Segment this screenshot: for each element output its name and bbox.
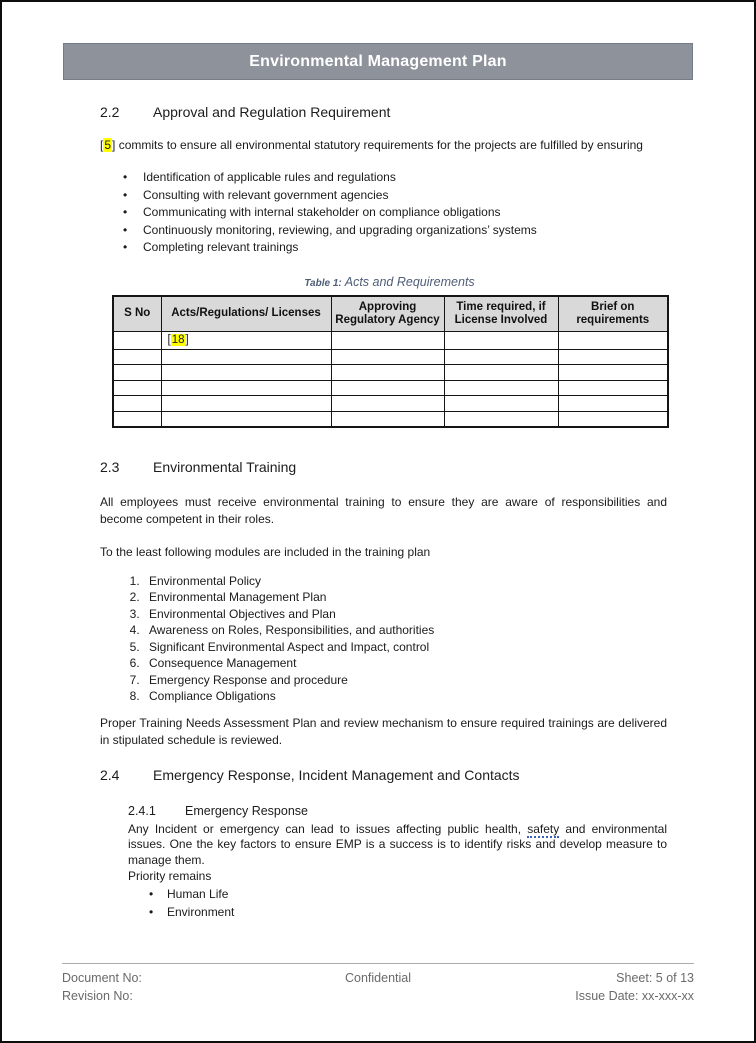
table-cell (558, 365, 668, 381)
table-row (113, 396, 668, 412)
table-cell (444, 411, 558, 427)
table-caption (112, 273, 667, 291)
page-content (100, 104, 667, 921)
subsection-heading (128, 804, 667, 818)
list-item: 6. Consequence Management (143, 655, 667, 672)
section-title: Emergency Response, Incident Management and Contacts (153, 766, 520, 783)
section-heading-approval (100, 104, 667, 120)
bullet-icon: • (123, 205, 128, 219)
list-item-text: Environment (167, 904, 235, 919)
bracket-close: ] (112, 138, 116, 152)
table-cell (444, 365, 558, 381)
list-item: 1. Environmental Policy (143, 573, 667, 590)
table-cell (331, 396, 444, 412)
paragraph-text: Any Incident or emergency can lead to issues affecting public health, (128, 821, 528, 836)
bullet-icon: • (123, 222, 128, 237)
approval-bullet-list (100, 169, 667, 257)
section-heading-training (100, 459, 667, 475)
table-cell (331, 411, 444, 427)
issue-date: Issue Date: xx-xxx-xx (575, 989, 694, 1003)
table-cell (558, 411, 668, 427)
table-row (113, 365, 668, 381)
list-item: 8. Compliance Obligations (143, 688, 667, 705)
table-row (113, 331, 668, 349)
table-cell-placeholder (161, 331, 331, 349)
subsection-title: Emergency Response (185, 803, 308, 818)
table-header-row (113, 296, 668, 332)
revision-no-label: Revision No: (62, 989, 133, 1003)
section-number: 2.3 (100, 458, 120, 475)
table-cell (558, 349, 668, 365)
table-cell (113, 331, 161, 349)
list-item-text: Continuously monitoring, reviewing, and upgrading organizations’ systems (143, 222, 537, 237)
bullet-icon: • (123, 187, 128, 202)
acts-and-requirements-table (112, 295, 669, 428)
table-cell (331, 349, 444, 365)
bullet-icon: • (149, 904, 154, 919)
table-cell (113, 349, 161, 365)
table-cell (444, 349, 558, 365)
table-cell (331, 331, 444, 349)
bracket-close: ] (185, 334, 189, 346)
list-item (123, 187, 667, 205)
paragraph-text: and environmental issues. One the key factors to ensure EMP is a success is to identify risks and develop measure to manage them. (128, 821, 667, 867)
list-item (123, 169, 667, 187)
placeholder-5-highlight: 5 (104, 138, 112, 152)
list-item: 4. Awareness on Roles, Responsibilities, and authorities (143, 622, 667, 639)
table-cell (113, 380, 161, 396)
subsection-number: 2.4.1 (128, 803, 156, 818)
confidential-label: Confidential (344, 971, 411, 985)
subsection-emergency-response (128, 804, 667, 922)
table-cell (444, 380, 558, 396)
list-item: 7. Emergency Response and procedure (143, 672, 667, 689)
list-item-text: Completing relevant trainings (143, 240, 299, 254)
document-title: Environmental Management Plan (249, 52, 507, 70)
list-item (149, 886, 667, 904)
table-row (113, 349, 668, 365)
training-paragraph-1: All employees must receive environmental training to ensure they are aware of responsibilities and become competent in their roles. (100, 494, 667, 526)
document-no-label: Document No: (62, 971, 142, 985)
placeholder-18-highlight: 18 (171, 334, 185, 346)
table-cell (331, 365, 444, 381)
bullet-icon: • (123, 170, 128, 184)
list-item (123, 222, 667, 240)
grammar-underlined-word: safety (527, 821, 560, 836)
table-cell (161, 380, 331, 396)
list-item: 2. Environmental Management Plan (143, 589, 667, 606)
training-modules-list (100, 573, 667, 705)
table-cell (444, 396, 558, 412)
training-paragraph-3: Proper Training Needs Assessment Plan and review mechanism to ensure required trainings are delivered in stipulated schedule is reviewed. (100, 715, 667, 747)
table-cell (161, 411, 331, 427)
table-cell (558, 331, 668, 349)
intro-text: commits to ensure all environmental statutory requirements for the projects are fulfilled by ensuring (115, 138, 643, 152)
bracket-open: [ (167, 334, 171, 346)
table-row (113, 380, 668, 396)
list-item (149, 904, 667, 922)
section-heading-emergency (100, 767, 667, 783)
table-row (113, 411, 668, 427)
document-title-bar (63, 43, 693, 80)
sheet-number: Sheet: 5 of 13 (616, 971, 694, 985)
section-number: 2.2 (100, 104, 120, 120)
priority-list (128, 886, 667, 921)
footer-row-1 (62, 969, 694, 987)
footer-row-2 (62, 987, 694, 1005)
table-caption-title: Acts and Requirements (341, 274, 475, 289)
table-cell (558, 380, 668, 396)
list-item (123, 204, 667, 222)
table-caption-label: Table 1: (304, 277, 342, 289)
table-cell (444, 331, 558, 349)
approval-intro-paragraph (100, 137, 667, 154)
col-header-acts: Acts/Regulations/ Licenses (161, 296, 331, 332)
list-item (123, 239, 667, 257)
training-paragraph-2: To the least following modules are included in the training plan (100, 544, 431, 559)
section-number: 2.4 (100, 766, 120, 783)
bullet-icon: • (149, 887, 154, 901)
table-cell (161, 396, 331, 412)
table-cell (113, 365, 161, 381)
table-cell (558, 396, 668, 412)
priority-label: Priority remains (128, 869, 212, 883)
table-cell (161, 349, 331, 365)
col-header-sno: S No (113, 296, 161, 332)
list-item-text: Identification of applicable rules and regulations (143, 170, 396, 184)
list-item: 3. Environmental Objectives and Plan (143, 606, 667, 623)
bracket-open: [ (100, 138, 104, 152)
col-header-agency: Approving Regulatory Agency (331, 296, 444, 332)
bullet-icon: • (123, 240, 128, 254)
list-item-text: Human Life (167, 887, 229, 901)
section-title: Approval and Regulation Requirement (153, 104, 391, 120)
col-header-brief: Brief on requirements (558, 296, 668, 332)
table-cell (161, 365, 331, 381)
col-header-time: Time required, if License Involved (444, 296, 558, 332)
table-cell (113, 411, 161, 427)
list-item: 5. Significant Environmental Aspect and Impact, control (143, 639, 667, 656)
table-cell (331, 380, 444, 396)
list-item-text: Communicating with internal stakeholder on compliance obligations (143, 205, 501, 219)
page-footer (62, 963, 694, 1005)
table-cell (113, 396, 161, 412)
list-item-text: Consulting with relevant government agencies (143, 187, 389, 202)
emergency-paragraph (128, 822, 667, 869)
section-title: Environmental Training (153, 458, 297, 475)
